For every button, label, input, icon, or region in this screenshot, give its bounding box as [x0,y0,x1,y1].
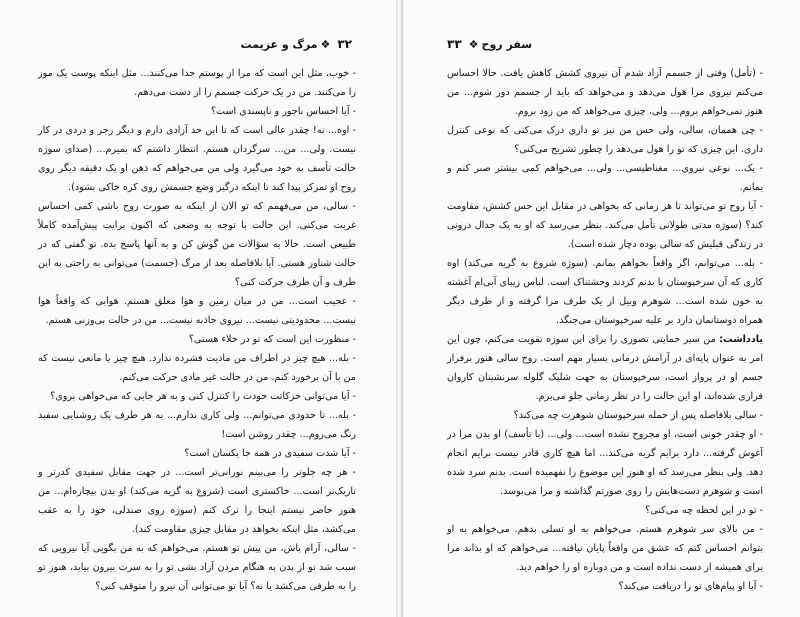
note-paragraph: یادداشت: من سیر حمایتی تصوری را برای این سوژه تقویت می‌کنم، چون این امر به عنوان پایه‌ای در آرامش درمانی بسیار مهم است. روح سالی هنوز برفراز جسم او در پرواز است، سرخپوستان به جهت شلیک گلوله سرنشینان کاروان فراری شده‌اند، او این حالت را در نظر زمانی جلو می‌برم. [447,334,763,402]
paragraph: - بله... می‌توانم، اگر واقعاً بخواهم بمانم. (سوژه شروع به گریه می‌کند) اوه کاری که آن سرخپوستان با بدنم کردند وحشتناک است. لباس زیبای آبی‌ام آغشته به خون شده است... شوهرم وبیل از یک طرف مرا گرفته و از طرف دیگر همراه دوستانمان دارد بر علیه سرخپوستان می‌جنگد. [447,258,763,326]
right-page-number: ۳۳ [447,37,462,51]
paragraph: - آیا روح تو می‌تواند تا هر زمانی که بخواهی در مقابل این حس کشش، مقاومت کند؟ (سوژه مدتی طولانی تأمل می‌کند. بنظر می‌رسد که او به یک جدال درونی در زندگی قبلیش که سالی بوده دچار شده است). [447,201,763,250]
paragraph: - سالی، آرام باش، من پیش تو هستم. می‌خواهم که به من بگویی آیا نیرویی که سبب شد تو از بدن به هنگام مردن آزاد بشی تو را به سرت بیرون بیاید، هنوز تو را به طرفی می‌کشد یا نه؟ آیا تو می‌توانی آن نیرو را متوقف کنی؟ [38,543,356,592]
note-label: یادداشت: [719,334,763,345]
paragraph: - سالی، من می‌فهمم که تو الان از اینکه به صورت روح باشی کمی احساس غربت می‌کنی. این حالت با توجه به وضعی که اکنون برایت پیش‌آمده کاملاً طبیعی است. حالا به سؤالات من گوش کن و به آنها پاسخ بده. تو گفتی که در حالت شناور هستی. آیا بلافاصله بعد از مرگ (جسمت) می‌توانی به راحتی به این طرف و آن طرف حرکت کنی؟ [38,201,356,288]
paragraph: - خوب، مثل این است که مرا از پوستم جدا می‌کنند... مثل اینکه پوست یک موز را می‌کنند. من در یک حرکت جسمم را از دست می‌دهم. [38,68,356,98]
paragraph: - اوه... نه! چقدر عالی است که تا این حد آزادی دارم و دیگر زجر و دردی در کار نیست. ولی... من... سرگردان هستم. انتظار داشتم که بمیرم... (صدای سوژه حالت تأسف به خود می‌گیرد ولی من می‌خواهم که ذهن او یک دقیقه دیگر روی روح او تمرکز پیدا کند تا اینکه درگیر وضع جسمش روی کره خاکی بشود). [38,125,356,193]
ornament-icon: ❖ [468,37,479,51]
left-page-header [40,34,356,54]
paragraph: - منظورت این است که تو در خلاء هستی؟ [188,334,356,345]
paragraph: - سالی بلافاصله پس از حمله سرخپوستان شوهرت چه می‌کند؟ [513,410,763,421]
paragraph: - بله... تا حدودی می‌توانم... ولی کاری ندارم... به هر طرف یک روشنایی سفید رنگ می‌روم... چقدر روشن است! [38,410,356,440]
paragraph: - عجیب است... من در میان زمین و هوا معلق هستم. هوایی که واقعاً هوا نیست... محدودیتی نیست... نیروی جاذبه نیست... من در حالت بی‌وزنی هستم. [38,296,356,326]
paragraph: - یک... نوعی نیروی... مغناطیسی... ولی... می‌خواهم کمی بیشتر صبر کنم و بمانم. [447,163,763,193]
paragraph: - آیا او پیام‌های تو را دریافت می‌کند؟ [618,581,763,592]
paragraph: - بله... هیچ چیز در اطراف من مادیت فشرده ندارد. هیچ چیز یا مانعی نیست که من با آن برخورد کنم. من در حالت غیر مادی حرکت می‌کنم. [38,353,356,383]
left-page-text [38,64,356,596]
paragraph: - چی هممان، سالی، ولی حس من نیز تو داری درک می‌کنی که نوعی کنترل داری. این چیزی که تو را هول می‌دهد را چطور تشریح می‌کنی؟ [447,125,763,155]
paragraph: - (تأمل) وقتی از جسمم آزاد شدم آن نیروی کشش کاهش یافت. حالا احساس می‌کنم نیروی مرا هول می‌دهد و می‌خواهد که باید از جسمم دور شوم... من هنوز نمی‌خواهم بروم... ولی، چیزی می‌خواهد که من زود بروم. [447,68,763,117]
paragraph: - تو در این لحظه چه می‌کنی؟ [645,505,763,516]
paragraph: - هر چه جلوتر را می‌بینم نورانی‌تر است... در جهت مقابل سفیدی کدرتر و تاریک‌تر است... خاکستری است (شروع به گریه می‌کند) او بدن بیچاره‌ام... من هنوز حاضر نیستم اینجا را ترک کنم (سوژه روی صندلی، خود را به عقب می‌کشد، مثل اینکه بخواهد در مقابل چیزی مقاومت کند). [38,467,356,535]
ornament-icon: ❖ [320,37,331,51]
paragraph: - آیا احساس ناجور و ناپسندی است؟ [210,106,356,117]
paragraph: - آیا شدت سفیدی در همه جا یکسان است؟ [184,448,356,459]
right-page-header [443,34,761,54]
left-page [0,0,397,617]
paragraph: - من بالای سر شوهرم هستم. می‌خواهم به او تسلی بدهم. می‌خواهم به او بتوانم احساس کنم که عشق من واقعاً پایان نیافته... می‌خواهم که او بداند مرا برای همیشه از دست نداده است و من دوباره او را خواهم دید. [447,524,763,573]
right-running-title: سفر روح [481,37,533,51]
left-running-title: مرگ و عزیمت [240,37,318,51]
paragraph: - آیا می‌توانی حرکاتت خودت را کنترل کنی و به هر جایی که می‌خواهی بروی؟ [50,391,356,402]
paragraph: - او چقدر خونی است، او مجروح نشده است... ولی... (با تأسف) او بدن مرا در آغوش گرفته... دارد برایم گریه می‌کند... اما هیچ کاری قادر نیست برایم انجام دهد. ولی بنظر می‌رسد که او هنوز این موضوع را نفهمیده است. بدنم سرد شده است و شوهرم دست‌هایش را روی صورتم گذاشته و مرا می‌بوسد. [447,429,763,497]
right-page [402,0,800,617]
left-page-number: ۳۲ [337,37,352,51]
right-page-text [447,64,763,596]
